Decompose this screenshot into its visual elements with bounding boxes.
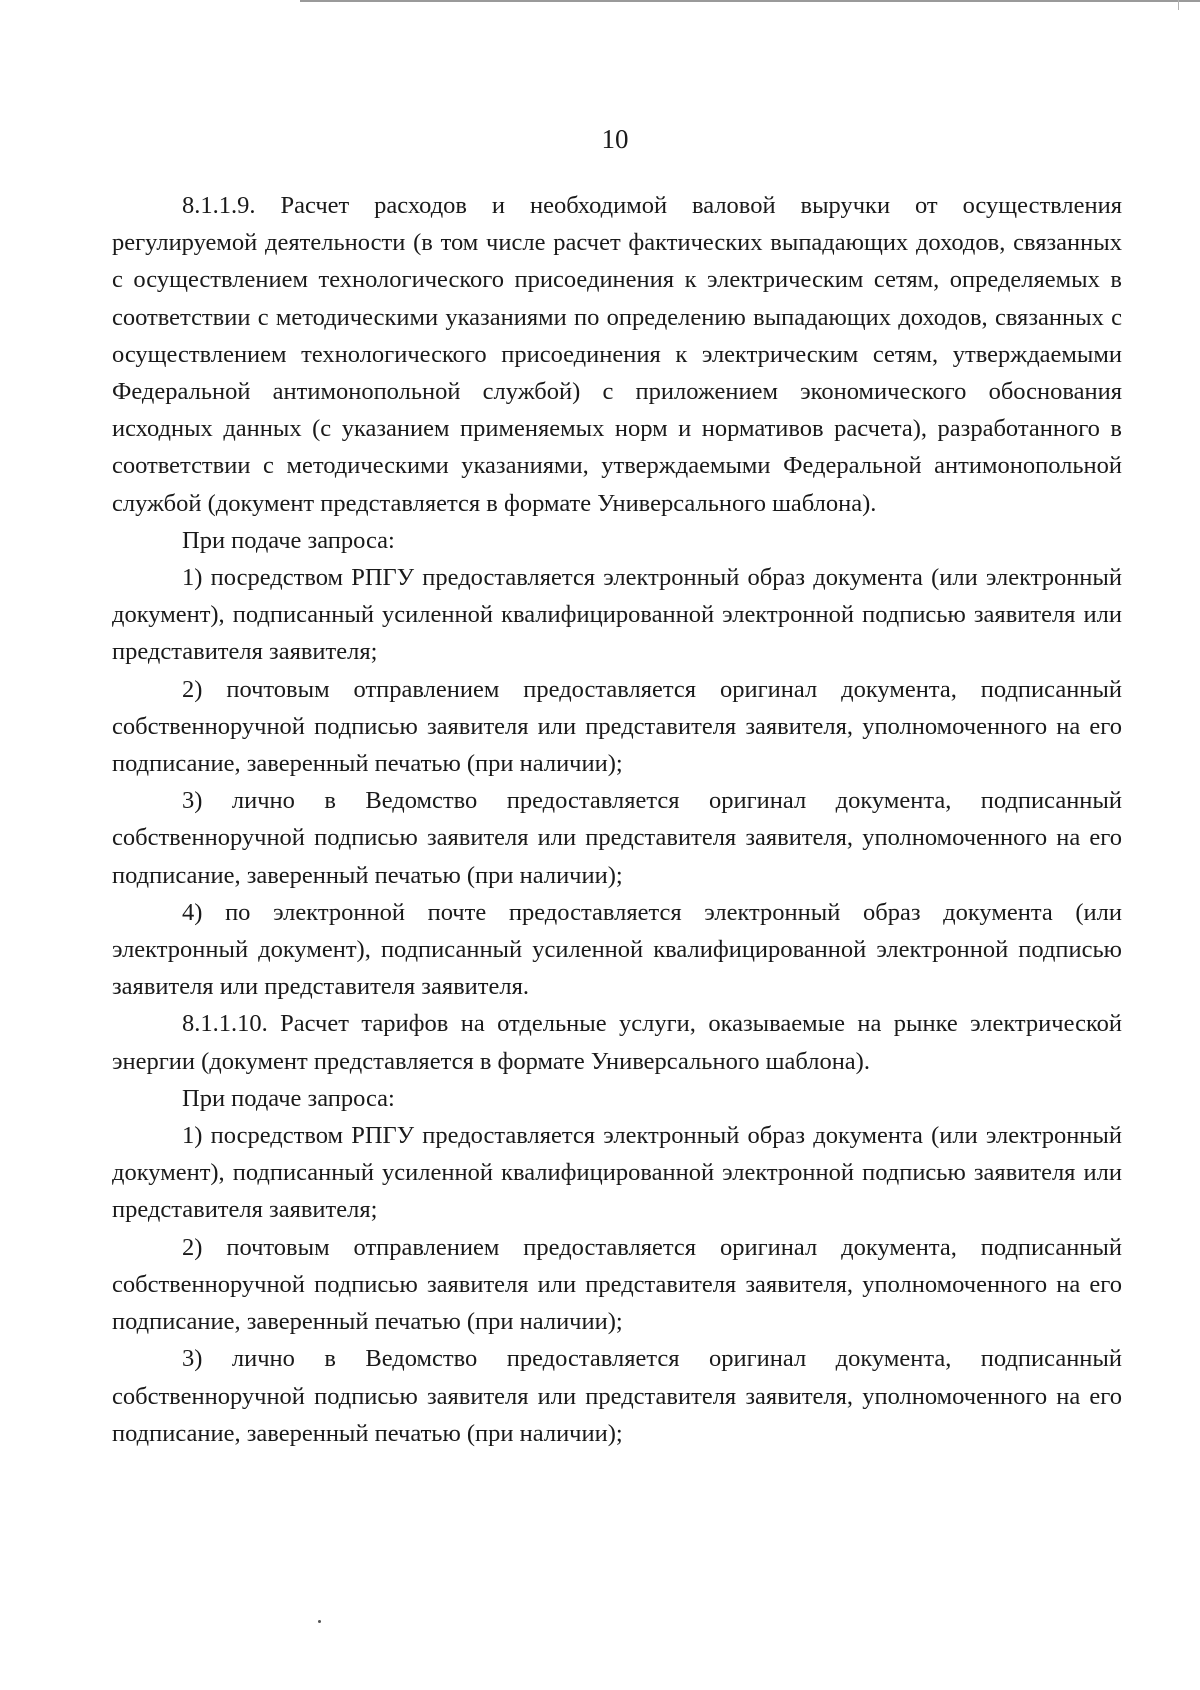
scan-edge-line: [300, 0, 1200, 2]
paragraph-8-1-1-10: 8.1.1.10. Расчет тарифов на отдельные услуги, оказываемые на рынке электрической энергии (документ представляется в формате Универсального шаблона).: [112, 1010, 1122, 1075]
list-item-rpgu: 1) посредством РПГУ предоставляется электронный образ документа (или электронный документ), подписанный усиленной квалифицированной электронной подписью заявителя или представителя заявителя;: [112, 1122, 1122, 1224]
paragraph-8-1-1-9: 8.1.1.9. Расчет расходов и необходимой валовой выручки от осуществления регулируемой деятельности (в том числе расчет фактических выпадающих доходов, связанных с осуществлением технологического присоединения к электрическим сетям, определяемых в соответствии с методическими указаниями по определению выпадающих доходов, связанных с осуществлением технологического присоединения к электрическим сетям, утверждаемыми Федеральной антимонопольной службой) с приложением экономического обоснования исходных данных (с указанием применяемых норм и нормативов расчета), разработанного в соответствии с методическими указаниями, утверждаемыми Федеральной антимонопольной службой (документ представляется в формате Универсального шаблона).: [112, 192, 1122, 517]
list-item-in-person: 3) лично в Ведомство предоставляется оригинал документа, подписанный собственноручной подписью заявителя или представителя заявителя, уполномоченного на его подписание, заверенный печатью (при наличии);: [112, 1345, 1122, 1447]
document-body: [112, 187, 1122, 1452]
list-item-rpgu: 1) посредством РПГУ предоставляется электронный образ документа (или электронный документ), подписанный усиленной квалифицированной электронной подписью заявителя или представителя заявителя;: [112, 564, 1122, 666]
list-item-mail: 2) почтовым отправлением предоставляется оригинал документа, подписанный собственноручной подписью заявителя или представителя заявителя, уполномоченного на его подписание, заверенный печатью (при наличии);: [112, 1233, 1122, 1336]
scan-speck: [318, 1620, 321, 1623]
list-item-mail: 2) почтовым отправлением предоставляется оригинал документа, подписанный собственноручной подписью заявителя или представителя заявителя, уполномоченного на его подписание, заверенный печатью (при наличии);: [112, 675, 1122, 778]
list-item-email: 4) по электронной почте предоставляется электронный образ документа (или электронный документ), подписанный усиленной квалифицированной электронной подписью заявителя или представителя заявителя.: [112, 898, 1122, 1001]
scan-edge-mark: [1178, 0, 1179, 10]
request-heading: При подаче запроса:: [182, 1084, 395, 1112]
list-item-in-person: 3) лично в Ведомство предоставляется оригинал документа, подписанный собственноручной подписью заявителя или представителя заявителя, уполномоченного на его подписание, заверенный печатью (при наличии);: [112, 787, 1122, 889]
request-heading: При подаче запроса:: [182, 526, 395, 554]
page-number: 10: [601, 124, 629, 154]
